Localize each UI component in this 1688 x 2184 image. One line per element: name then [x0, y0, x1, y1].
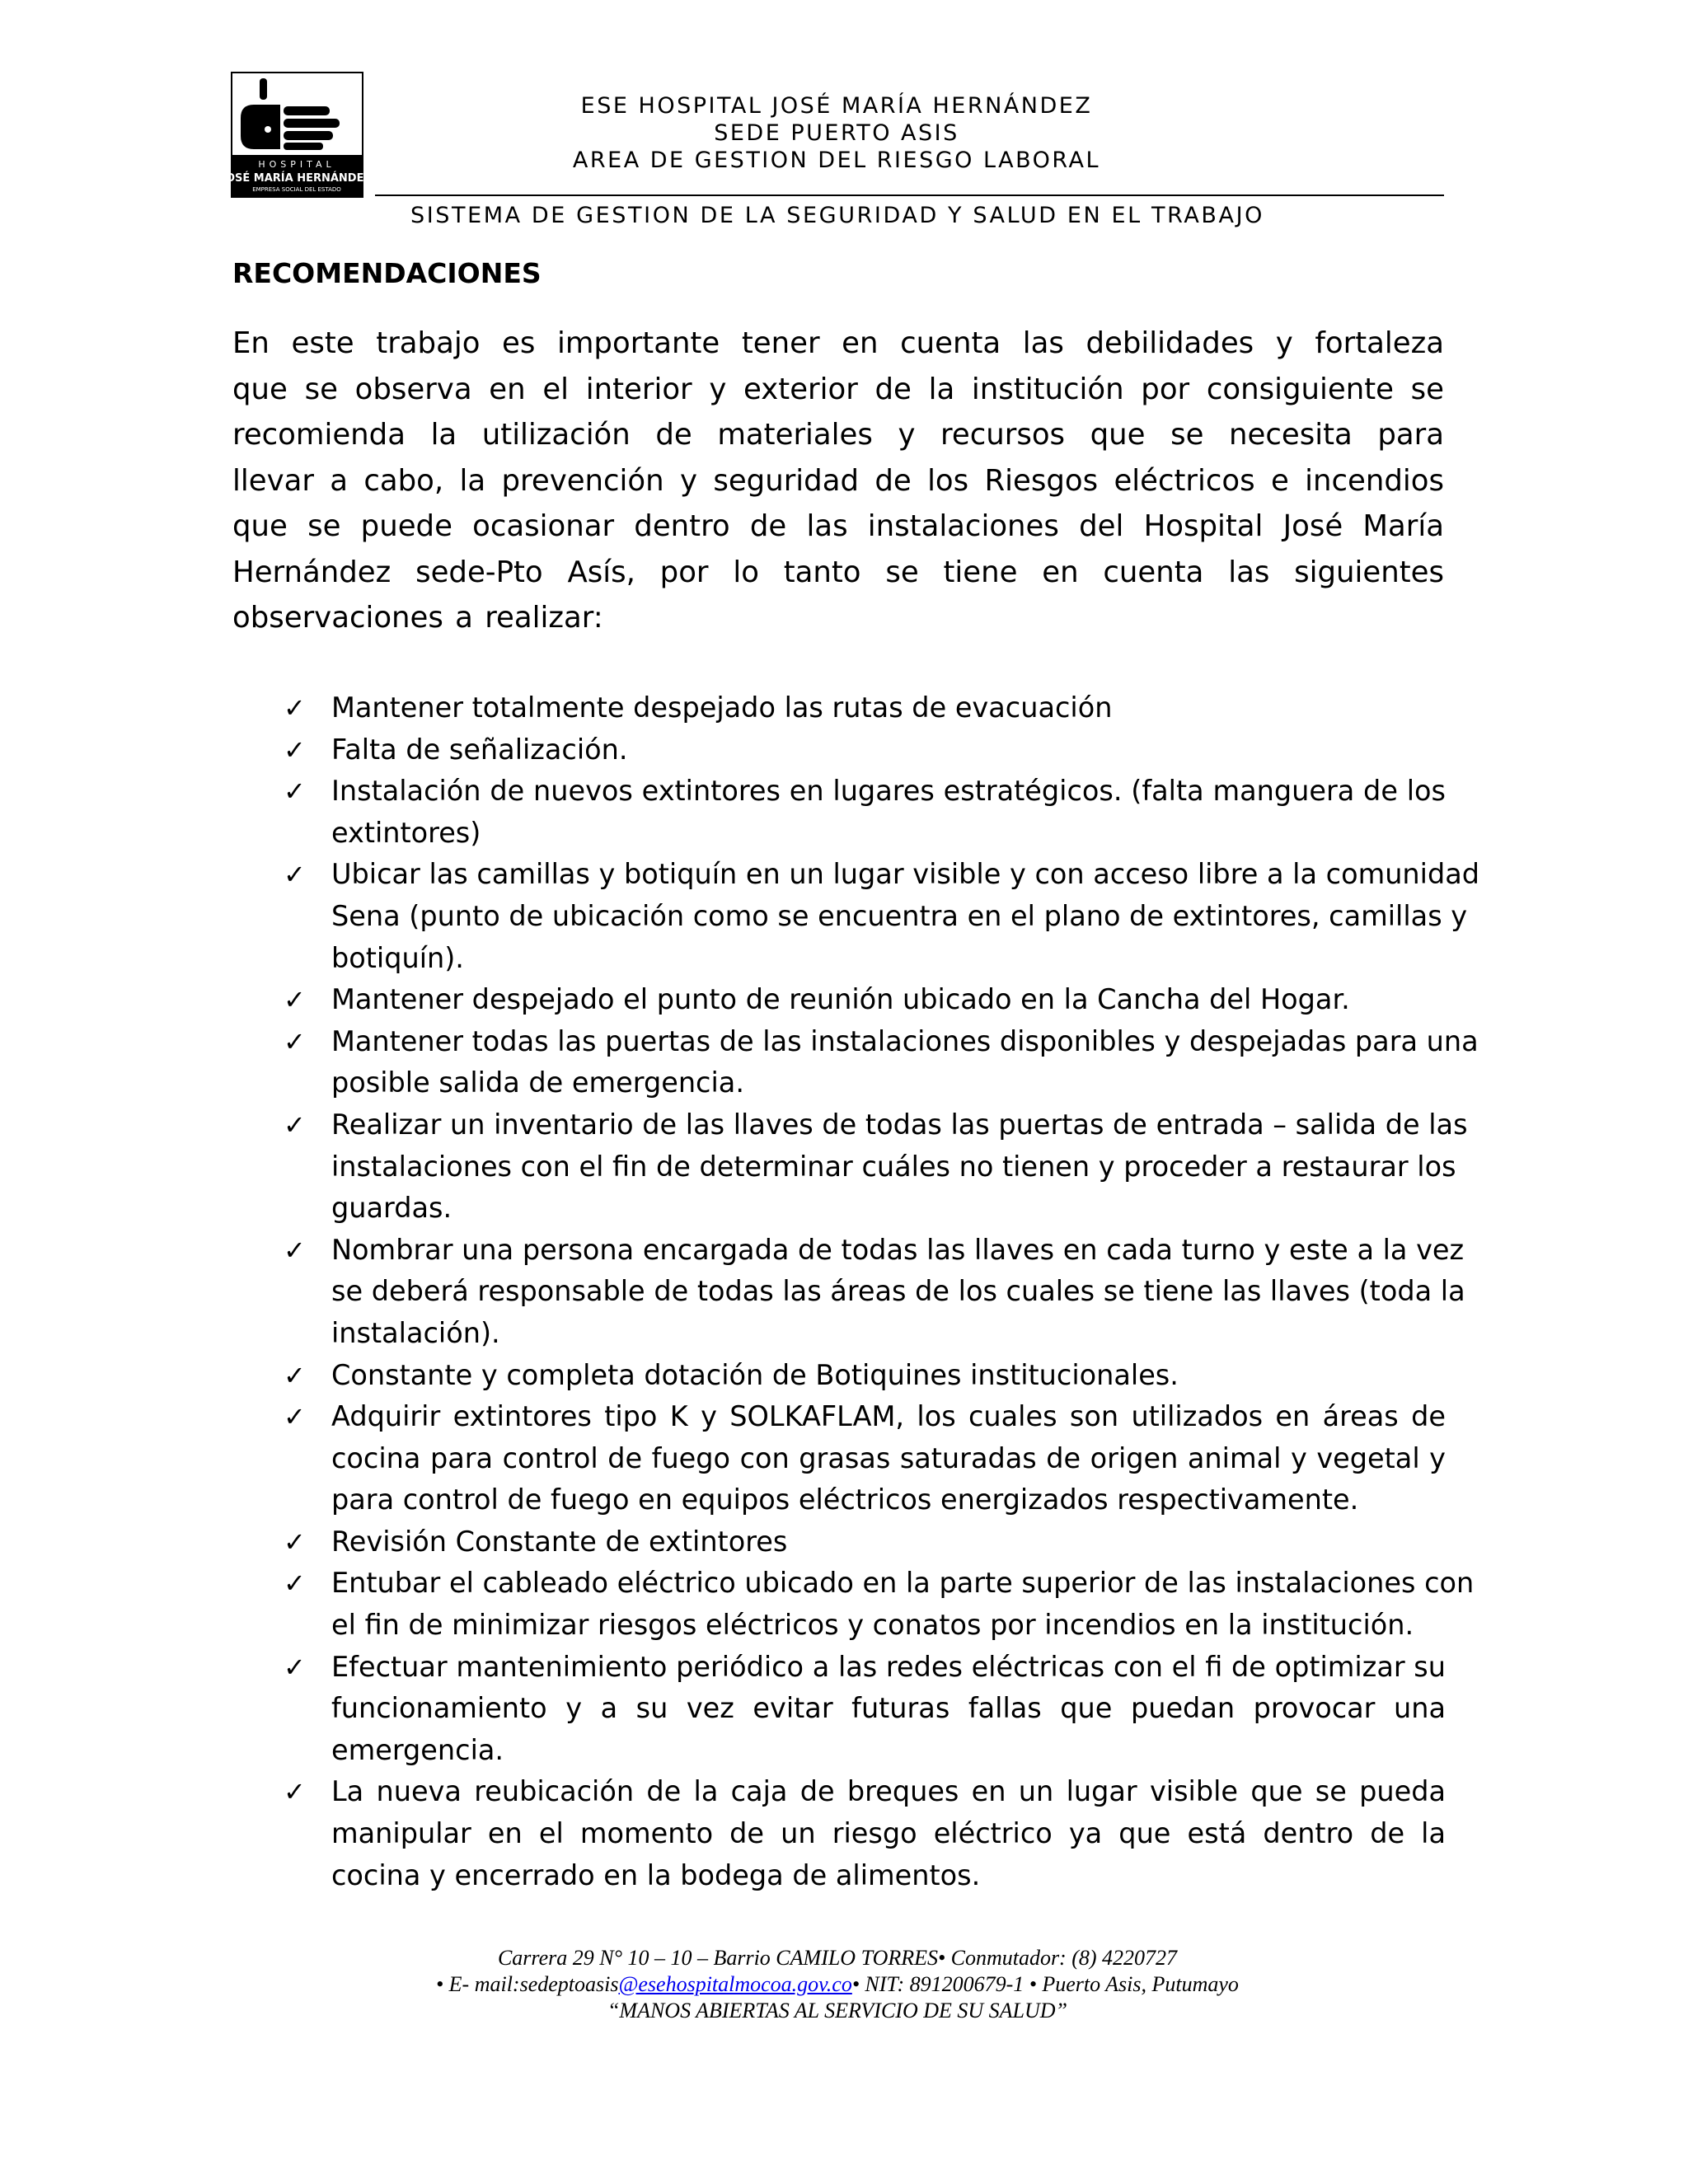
org-site: SEDE PUERTO ASIS [714, 120, 959, 146]
list-item [232, 1647, 1446, 1772]
list-item-line: Constante y completa dotación de Botiquines institucionales. [331, 1358, 1179, 1391]
checkmark-icon: ✓ [284, 1401, 306, 1433]
list-item [232, 1563, 1475, 1646]
list-item-line: funcionamiento y a su vez evitar futuras fallas que puedan provocar una [331, 1692, 1446, 1725]
list-item-line: instalaciones con el fin de determinar cuáles no tienen y proceder a restaurar los [331, 1150, 1456, 1183]
list-item-text [331, 1521, 1446, 1563]
footer-email-label: • E- mail:sedeptoasis [436, 1972, 619, 1996]
intro-line: observaciones a realizar: [232, 601, 603, 635]
checkmark-icon: ✓ [284, 1568, 306, 1600]
list-item-line: Mantener totalmente despejado las rutas de evacuación [331, 691, 1113, 724]
hospital-logo [222, 72, 372, 198]
intro-line: que se observa en el interior y exterior de la institución por consiguiente se [232, 372, 1444, 406]
list-item-line: manipular en el momento de un riesgo eléctrico ya que está dentro de la [331, 1817, 1446, 1850]
list-item-line: Efectuar mantenimiento periódico a las redes eléctricas con el fi de optimizar su [331, 1650, 1446, 1683]
list-item-line: extintores) [331, 816, 481, 849]
checkmark-icon: ✓ [284, 1108, 306, 1141]
list-item-line: Ubicar las camillas y botiquín en un lugar visible y con acceso libre a la comunidad [331, 858, 1480, 891]
list-item-line: para control de fuego en equipos eléctricos energizados respectivamente. [331, 1483, 1359, 1516]
list-item-text [331, 979, 1446, 1021]
list-item-text [331, 1021, 1479, 1104]
list-item [232, 1230, 1465, 1355]
list-item-text [331, 1771, 1446, 1896]
org-name: ESE HOSPITAL JOSÉ MARÍA HERNÁNDEZ [580, 93, 1093, 119]
checkmark-icon: ✓ [284, 1359, 306, 1391]
logo-text-tagline: EMPRESA SOCIAL DEL ESTADO [252, 186, 341, 193]
list-item-line: Nombrar una persona encargada de todas las llaves en cada turno y este a la vez [331, 1233, 1465, 1266]
list-item-line: Instalación de nuevos extintores en lugares estratégicos. (falta manguera de los [331, 775, 1446, 808]
recommendations-list [232, 687, 1480, 1896]
checkmark-icon: ✓ [284, 984, 306, 1016]
list-item-line: instalación). [331, 1316, 500, 1349]
list-item-line: emergencia. [331, 1733, 504, 1766]
checkmark-icon: ✓ [284, 1776, 306, 1808]
intro-line: recomienda la utilización de materiales y recursos que se necesita para [232, 418, 1444, 452]
list-item-text [331, 1230, 1465, 1355]
list-item-text [331, 1104, 1468, 1230]
intro-line: Hernández sede-Pto Asís, por lo tanto se tiene en cuenta las siguientes [232, 555, 1444, 589]
page-footer [231, 1945, 1444, 2024]
list-item-line: guardas. [331, 1192, 452, 1225]
intro-paragraph [232, 321, 1444, 641]
list-item-line: Sena (punto de ubicación como se encuentra en el plano de extintores, camillas y [331, 899, 1468, 932]
system-title: SISTEMA DE GESTION DE LA SEGURIDAD Y SALUD EN EL TRABAJO [410, 203, 1265, 228]
list-item-line: el fin de minimizar riesgos eléctricos y conatos por incendios en la institución. [331, 1609, 1414, 1642]
logo-text-hospital: HOSPITAL [258, 159, 335, 170]
footer-email-link[interactable]: @esehospitalmocoa.gov.co [618, 1972, 852, 1996]
intro-line: En este trabajo es importante tener en cuenta las debilidades y fortaleza [232, 326, 1444, 360]
logo-text-name: JOSÉ MARÍA HERNÁNDEZ [222, 172, 372, 185]
list-item [232, 854, 1480, 979]
list-item [232, 1521, 1446, 1563]
section-heading: RECOMENDACIONES [232, 257, 542, 289]
list-item [232, 1021, 1479, 1104]
list-item-line: cocina y encerrado en la bodega de alimentos. [331, 1858, 981, 1891]
hand-logo-icon [222, 73, 372, 196]
list-item-line: Adquirir extintores tipo K y SOLKAFLAM, los cuales son utilizados en áreas de [331, 1400, 1446, 1433]
list-item-line: botiquín). [331, 941, 464, 974]
list-item-text [331, 1355, 1446, 1397]
checkmark-icon: ✓ [284, 776, 306, 808]
list-item-text [331, 854, 1480, 979]
checkmark-icon: ✓ [284, 1234, 306, 1266]
list-item-text [331, 1647, 1446, 1772]
list-item [232, 1396, 1446, 1521]
list-item-text [331, 729, 1446, 771]
org-area: AREA DE GESTION DEL RIESGO LABORAL [572, 148, 1101, 173]
footer-slogan: “MANOS ABIERTAS AL SERVICIO DE SU SALUD” [607, 1999, 1068, 2022]
checkmark-icon: ✓ [284, 1651, 306, 1683]
list-item-line: cocina para control de fuego con grasas saturadas de origen animal y vegetal y [331, 1441, 1446, 1474]
list-item-line: Mantener todas las puertas de las instalaciones disponibles y despejadas para una [331, 1024, 1479, 1057]
list-item-text [331, 1563, 1475, 1646]
list-item-line: Revisión Constante de extintores [331, 1525, 788, 1558]
list-item [232, 687, 1446, 729]
organization-header [363, 92, 1311, 174]
list-item [232, 1104, 1468, 1230]
checkmark-icon: ✓ [284, 733, 306, 766]
list-item-text [331, 1396, 1446, 1521]
header-divider [375, 194, 1444, 196]
list-item [232, 979, 1446, 1021]
list-item-line: La nueva reubicación de la caja de breques en un lugar visible que se pueda [331, 1775, 1446, 1808]
list-item-text [331, 687, 1446, 729]
list-item [232, 1771, 1446, 1896]
list-item [232, 771, 1446, 854]
list-item-line: Entubar el cableado eléctrico ubicado en la parte superior de las instalaciones con [331, 1567, 1475, 1600]
checkmark-icon: ✓ [284, 1025, 306, 1057]
list-item [232, 1355, 1446, 1397]
list-item-line: Realizar un inventario de las llaves de todas las puertas de entrada – salida de las [331, 1108, 1468, 1141]
footer-address: Carrera 29 N° 10 – 10 – Barrio CAMILO TORRES• Conmutador: (8) 4220727 [497, 1946, 1178, 1970]
list-item-line: posible salida de emergencia. [331, 1066, 744, 1099]
intro-line: llevar a cabo, la prevención y seguridad de los Riesgos eléctricos e incendios [232, 463, 1444, 498]
list-item [232, 729, 1446, 771]
list-item-line: Falta de señalización. [331, 733, 628, 766]
list-item-text [331, 771, 1446, 854]
checkmark-icon: ✓ [284, 692, 306, 724]
footer-nit-location: • NIT: 891200679-1 • Puerto Asis, Putumayo [851, 1972, 1239, 1996]
list-item-line: Mantener despejado el punto de reunión ubicado en la Cancha del Hogar. [331, 983, 1350, 1016]
footer-contact [231, 1971, 1444, 1998]
checkmark-icon: ✓ [284, 1526, 306, 1558]
intro-line: que se puede ocasionar dentro de las instalaciones del Hospital José María [232, 509, 1444, 543]
checkmark-icon: ✓ [284, 859, 306, 891]
list-item-line: se deberá responsable de todas las áreas de los cuales se tiene las llaves (toda la [331, 1275, 1465, 1308]
